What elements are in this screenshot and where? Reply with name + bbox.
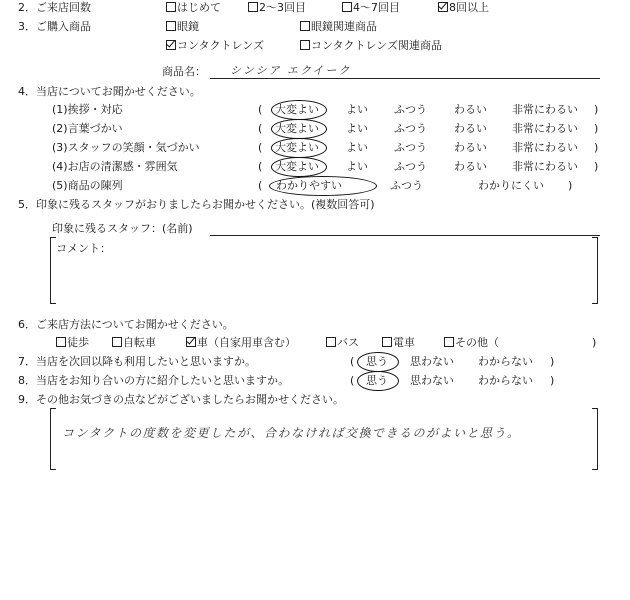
q4-label: 4．当店についてお聞かせください。 bbox=[18, 85, 201, 98]
open-paren: ( bbox=[258, 141, 263, 154]
q4-row2-choice-2[interactable]: よい bbox=[346, 122, 368, 135]
selection-circle bbox=[357, 352, 399, 372]
q4-row5-choice-3[interactable]: わかりにくい bbox=[478, 179, 544, 192]
checkbox[interactable] bbox=[166, 21, 176, 31]
q5-label: 5．印象に残るスタッフがおりましたらお聞かせください。(複数回答可) bbox=[18, 198, 375, 211]
checkbox[interactable] bbox=[112, 337, 122, 347]
close-paren: ) bbox=[592, 336, 597, 349]
selection-circle bbox=[271, 119, 327, 139]
open-paren: ( bbox=[258, 179, 263, 192]
open-paren: ( bbox=[258, 160, 263, 173]
q4-row3-choice-3[interactable]: ふつう bbox=[394, 141, 427, 154]
q7-choice-no[interactable]: 思わない bbox=[410, 355, 454, 368]
q2-option-4-7[interactable]: 4～7回目 bbox=[342, 1, 400, 15]
checkbox[interactable] bbox=[166, 2, 176, 12]
selection-circle bbox=[271, 138, 327, 158]
q6-label: 6．ご来店方法についてお聞かせください。 bbox=[18, 318, 234, 331]
q4-row3-choice-1[interactable]: 大変よい bbox=[275, 141, 319, 154]
selection-circle bbox=[269, 176, 377, 196]
close-paren: ) bbox=[594, 160, 599, 173]
selection-circle bbox=[357, 371, 399, 391]
answer-box-left-bracket bbox=[50, 408, 56, 470]
q4-row1-choice-3[interactable]: ふつう bbox=[394, 103, 427, 116]
answer-box-right-bracket bbox=[592, 408, 598, 470]
close-paren: ) bbox=[550, 374, 555, 387]
q3-option-contact-lens[interactable]: コンタクトレンズ bbox=[166, 39, 264, 53]
q4-row4-choice-1[interactable]: 大変よい bbox=[275, 160, 319, 173]
checkbox[interactable] bbox=[300, 40, 310, 50]
q4-row5-choice-2[interactable]: ふつう bbox=[390, 179, 423, 192]
q4-row2-choice-5[interactable]: 非常にわるい bbox=[512, 122, 578, 135]
selection-circle bbox=[271, 100, 327, 120]
q6-option-bicycle[interactable]: 自転車 bbox=[112, 336, 156, 350]
close-paren: ) bbox=[594, 103, 599, 116]
q4-row5-label: (5)商品の陳列 bbox=[52, 179, 123, 192]
q4-row3-choice-5[interactable]: 非常にわるい bbox=[512, 141, 578, 154]
q4-row4-label: (4)お店の清潔感・雰囲気 bbox=[52, 160, 178, 173]
checkbox[interactable] bbox=[382, 337, 392, 347]
q4-row2-label: (2)言葉づかい bbox=[52, 122, 123, 135]
q7-choice-unsure[interactable]: わからない bbox=[478, 355, 533, 368]
q4-row2-choice-3[interactable]: ふつう bbox=[394, 122, 427, 135]
comment-box-right-bracket bbox=[592, 237, 598, 304]
comment-label: コメント： bbox=[56, 242, 111, 255]
checkbox[interactable] bbox=[248, 2, 258, 12]
q4-row1-label: (1)挨拶・対応 bbox=[52, 103, 123, 116]
q4-row4-choice-4[interactable]: わるい bbox=[454, 160, 487, 173]
checkbox-checked[interactable] bbox=[438, 2, 448, 12]
q7-label: 7．当店を次回以降も利用したいと思いますか。 bbox=[18, 355, 256, 368]
q8-label: 8．当店をお知り合いの方に紹介したいと思いますか。 bbox=[18, 374, 289, 387]
q3-option-glasses[interactable]: 眼鏡 bbox=[166, 20, 199, 34]
open-paren: ( bbox=[350, 374, 355, 387]
q4-row4-choice-5[interactable]: 非常にわるい bbox=[512, 160, 578, 173]
q4-row4-choice-3[interactable]: ふつう bbox=[394, 160, 427, 173]
q6-option-train[interactable]: 電車 bbox=[382, 336, 415, 350]
q8-choice-no[interactable]: 思わない bbox=[410, 374, 454, 387]
product-name-underline bbox=[210, 78, 600, 79]
q9-label: 9．その他お気づきの点などがございましたらお聞かせください。 bbox=[18, 393, 344, 406]
close-paren: ) bbox=[594, 141, 599, 154]
q4-row1-choice-4[interactable]: わるい bbox=[454, 103, 487, 116]
q4-row2-choice-1[interactable]: 大変よい bbox=[275, 122, 319, 135]
q2-option-8-plus[interactable]: 8回以上 bbox=[438, 1, 489, 15]
q4-row1-choice-1[interactable]: 大変よい bbox=[275, 103, 319, 116]
q8-choice-yes[interactable]: 思う bbox=[366, 374, 388, 387]
close-paren: ) bbox=[568, 179, 573, 192]
q4-row3-choice-2[interactable]: よい bbox=[346, 141, 368, 154]
checkbox[interactable] bbox=[300, 21, 310, 31]
staff-name-underline bbox=[210, 235, 600, 236]
q2-label: 2．ご来店回数 bbox=[18, 1, 91, 14]
checkbox[interactable] bbox=[56, 337, 66, 347]
q3-option-glasses-accessories[interactable]: 眼鏡関連商品 bbox=[300, 20, 377, 34]
product-name-value: シンシア エクイーク bbox=[230, 64, 352, 77]
q4-row1-choice-5[interactable]: 非常にわるい bbox=[512, 103, 578, 116]
open-paren: ( bbox=[258, 122, 263, 135]
staff-name-label: 印象に残るスタッフ：(名前) bbox=[52, 222, 193, 235]
q4-row3-label: (3)スタッフの笑顔・気づかい bbox=[52, 141, 200, 154]
checkbox[interactable] bbox=[326, 337, 336, 347]
selection-circle bbox=[271, 157, 327, 177]
q4-row1-choice-2[interactable]: よい bbox=[346, 103, 368, 116]
checkbox[interactable] bbox=[444, 337, 454, 347]
q2-option-first-visit[interactable]: はじめて bbox=[166, 1, 221, 15]
q6-option-other[interactable]: その他（ bbox=[444, 336, 499, 350]
checkbox-checked[interactable] bbox=[186, 337, 196, 347]
q2-option-2-3[interactable]: 2～3回目 bbox=[248, 1, 306, 15]
q4-row3-choice-4[interactable]: わるい bbox=[454, 141, 487, 154]
q4-row2-choice-4[interactable]: わるい bbox=[454, 122, 487, 135]
q3-label: 3．ご購入商品 bbox=[18, 20, 91, 33]
close-paren: ) bbox=[550, 355, 555, 368]
checkbox-checked[interactable] bbox=[166, 40, 176, 50]
q6-option-bus[interactable]: バス bbox=[326, 336, 359, 350]
open-paren: ( bbox=[258, 103, 263, 116]
q4-row5-choice-1[interactable]: わかりやすい bbox=[276, 179, 342, 192]
open-paren: ( bbox=[350, 355, 355, 368]
q6-option-car[interactable]: 車（自家用車含む） bbox=[186, 336, 296, 350]
q6-option-walk[interactable]: 徒歩 bbox=[56, 336, 89, 350]
q4-row4-choice-2[interactable]: よい bbox=[346, 160, 368, 173]
q9-answer: コンタクトの度数を変更したが、合わなければ交換できるのがよいと思う。 bbox=[62, 426, 521, 440]
q3-option-contact-accessories[interactable]: コンタクトレンズ関連商品 bbox=[300, 39, 442, 53]
close-paren: ) bbox=[594, 122, 599, 135]
product-name-label: 商品名： bbox=[162, 65, 206, 78]
q8-choice-unsure[interactable]: わからない bbox=[478, 374, 533, 387]
q7-choice-yes[interactable]: 思う bbox=[366, 355, 388, 368]
checkbox[interactable] bbox=[342, 2, 352, 12]
